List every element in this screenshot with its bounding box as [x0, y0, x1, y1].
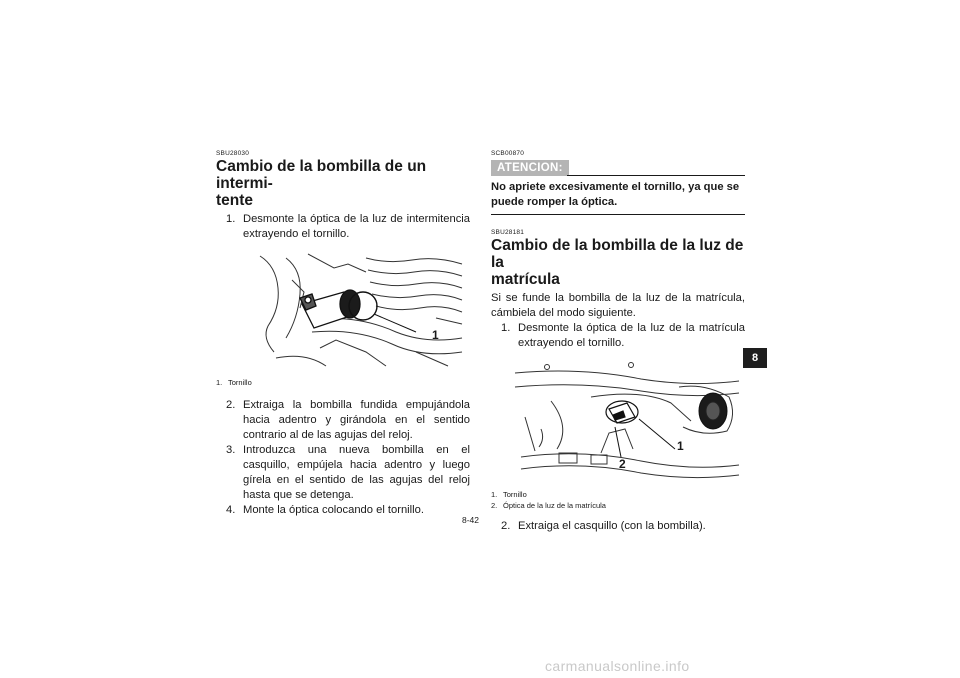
step-item	[216, 503, 470, 518]
heading-line: Cambio de la bombilla de la luz de la	[491, 237, 744, 271]
caution-code: SCB00870	[491, 150, 525, 157]
caption-text: Tornillo	[503, 490, 527, 499]
step-item	[491, 519, 745, 534]
step-number: 3.	[226, 444, 236, 456]
watermark: carmanualsonline.info	[545, 658, 690, 674]
step-item	[491, 321, 745, 351]
left-column	[216, 150, 470, 518]
caption-number: 1.	[216, 378, 223, 387]
caution-rule	[567, 175, 745, 176]
steps-list	[491, 519, 745, 534]
heading-line: tente	[216, 192, 254, 209]
caption-number: 1.	[491, 490, 498, 499]
step-text: Monte la óptica colocando el tornillo.	[243, 504, 424, 516]
caption-text: Óptica de la luz de la matrícula	[503, 501, 606, 510]
section-intro: Si se funde la bombilla de la luz de la matrícula, cámbiela del modo siguiente.	[491, 292, 745, 319]
step-item	[216, 443, 470, 503]
step-number: 1.	[501, 322, 511, 334]
caution-text: No apriete excesivamente el tornillo, ya que se puede romper la óptica.	[491, 180, 745, 215]
steps-list	[216, 212, 470, 242]
step-item	[216, 398, 470, 443]
step-number: 4.	[226, 504, 236, 516]
figure-caption	[491, 500, 745, 511]
heading-line: matrícula	[491, 271, 560, 288]
step-text: Extraiga el casquillo (con la bombilla).	[518, 520, 706, 532]
figure-callout: 1	[677, 439, 684, 453]
step-item	[216, 212, 470, 242]
license-light-figure	[491, 357, 745, 483]
figure-caption	[216, 377, 470, 388]
section-heading	[216, 158, 470, 209]
steps-list	[216, 398, 470, 518]
right-column	[491, 150, 745, 534]
license-light-illustration	[491, 357, 745, 483]
section-code: SBU28030	[216, 150, 250, 157]
page-number: 8-42	[462, 515, 480, 525]
step-text: Extraiga la bombilla fundida empujándola hacia adentro y girándola en el sentido contrario al de las agujas del reloj.	[243, 399, 470, 441]
turn-signal-figure	[216, 248, 470, 373]
steps-list	[491, 321, 745, 351]
step-number: 2.	[226, 399, 236, 411]
step-number: 1.	[226, 213, 236, 225]
caption-text: Tornillo	[228, 378, 252, 387]
figure-callout: 2	[619, 457, 626, 471]
step-number: 2.	[501, 520, 511, 532]
section-code: SBU28181	[491, 229, 525, 236]
step-text: Desmonte la óptica de la luz de intermitencia extrayendo el tornillo.	[243, 213, 470, 240]
step-text: Introduzca una nueva bombilla en el casquillo, empújela hacia adentro y luego gírela en el sentido de las agujas del reloj hasta que se detenga.	[243, 444, 470, 501]
step-text: Desmonte la óptica de la luz de la matrícula extrayendo el tornillo.	[518, 322, 745, 349]
figure-callout: 1	[432, 328, 439, 342]
turn-signal-illustration	[216, 248, 470, 373]
chapter-tab: 8	[743, 348, 767, 368]
caution-header	[491, 160, 745, 176]
caution-label: ATENCION:	[491, 160, 569, 176]
heading-line: Cambio de la bombilla de un intermi-	[216, 158, 427, 192]
figure-caption	[491, 489, 745, 500]
section-heading	[491, 237, 745, 288]
caption-number: 2.	[491, 501, 498, 510]
